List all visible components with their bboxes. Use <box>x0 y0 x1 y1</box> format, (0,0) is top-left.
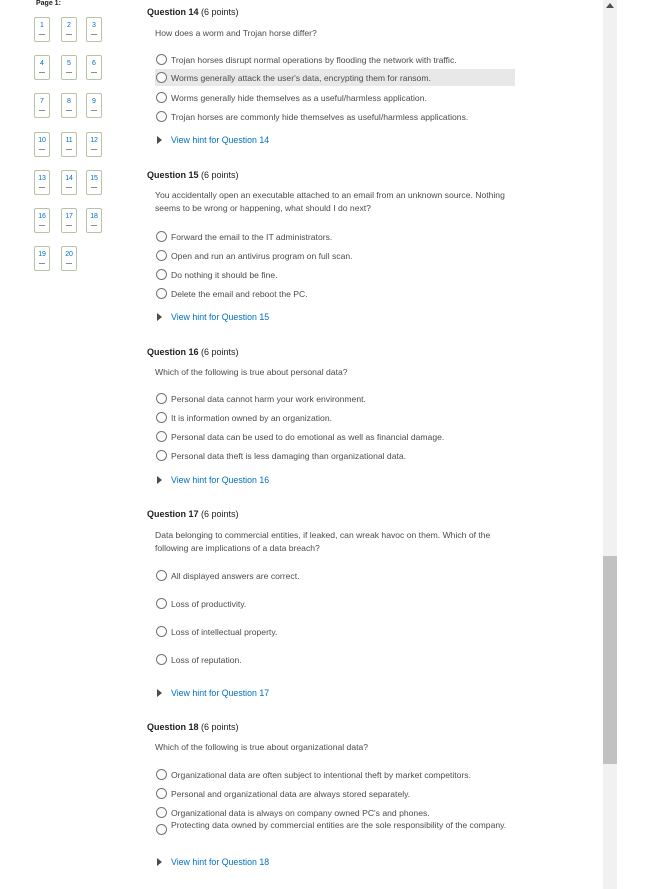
answer-option[interactable]: Loss of productivity. <box>155 595 515 612</box>
question-text: Data belonging to commercial entities, if leaked, can wreak havoc on them. Which of the following are implications of a data breach? <box>155 530 491 553</box>
nav-tile-3[interactable]: 3 <box>86 17 102 42</box>
radio-button[interactable] <box>156 393 167 404</box>
nav-tile-10[interactable]: 10 <box>34 132 50 157</box>
radio-button[interactable] <box>156 111 167 122</box>
answer-option[interactable]: Forward the email to the IT administrators. <box>155 228 515 245</box>
radio-button[interactable] <box>156 788 167 799</box>
view-hint-link[interactable]: View hint for Question 18 <box>157 857 269 867</box>
view-hint-link[interactable]: View hint for Question 14 <box>157 135 269 145</box>
radio-button[interactable] <box>156 654 167 665</box>
question-18 <box>147 722 522 867</box>
question-title: Question 18 (6 points) <box>147 722 239 732</box>
answer-option[interactable]: Organizational data are often subject to intentional theft by market competitors. <box>155 766 515 783</box>
question-text: You accidentally open an executable attached to an email from an unknown source. Nothing seems to be wrong or happening, what should I do next? <box>155 190 505 213</box>
nav-tile-6[interactable]: 6 <box>86 55 102 80</box>
page-label: Page 1: <box>36 0 61 7</box>
question-text: Which of the following is true about personal data? <box>155 367 348 377</box>
radio-button[interactable] <box>156 231 167 242</box>
scrollbar-thumb[interactable] <box>603 556 617 764</box>
view-hint-link[interactable]: View hint for Question 17 <box>157 688 269 698</box>
nav-tile-19[interactable]: 19 <box>34 246 50 271</box>
nav-tile-2[interactable]: 2 <box>61 17 77 42</box>
nav-tile-7[interactable]: 7 <box>34 93 50 118</box>
answer-option[interactable]: Protecting data owned by commercial entities are the sole responsibility of the company. <box>155 820 515 846</box>
radio-button[interactable] <box>156 54 167 65</box>
radio-button[interactable] <box>156 598 167 609</box>
question-title: Question 17 (6 points) <box>147 509 239 519</box>
nav-tile-17[interactable]: 17 <box>61 208 77 233</box>
answer-option[interactable]: Personal and organizational data are always stored separately. <box>155 785 515 802</box>
radio-button[interactable] <box>156 626 167 637</box>
answer-option[interactable]: Loss of reputation. <box>155 651 515 668</box>
question-title: Question 14 (6 points) <box>147 7 239 17</box>
radio-button[interactable] <box>156 824 167 835</box>
radio-button[interactable] <box>156 250 167 261</box>
question-17 <box>147 509 522 698</box>
nav-tile-15[interactable]: 15 <box>86 170 102 195</box>
answer-option[interactable]: Delete the email and reboot the PC. <box>155 285 515 302</box>
answer-option[interactable]: It is information owned by an organization. <box>155 409 515 426</box>
question-14 <box>147 7 522 145</box>
answer-option[interactable]: Organizational data is always on company owned PC's and phones. <box>155 804 515 821</box>
radio-button[interactable] <box>156 450 167 461</box>
nav-tile-11[interactable]: 11 <box>61 132 77 157</box>
nav-tile-14[interactable]: 14 <box>61 170 77 195</box>
view-hint-link[interactable]: View hint for Question 15 <box>157 312 269 322</box>
answer-option[interactable]: Worms generally hide themselves as a useful/harmless application. <box>155 89 515 106</box>
answer-option[interactable]: Personal data cannot harm your work environment. <box>155 390 515 407</box>
radio-button[interactable] <box>156 288 167 299</box>
radio-button[interactable] <box>156 412 167 423</box>
nav-tile-12[interactable]: 12 <box>86 132 102 157</box>
answer-option[interactable]: Worms generally attack the user's data, encrypting them for ransom. <box>155 69 515 86</box>
nav-tile-13[interactable]: 13 <box>34 170 50 195</box>
radio-button[interactable] <box>156 769 167 780</box>
answer-option[interactable]: Open and run an antivirus program on full scan. <box>155 247 515 264</box>
nav-tile-20[interactable]: 20 <box>61 246 77 271</box>
answer-option[interactable]: Do nothing it should be fine. <box>155 266 515 283</box>
view-hint-link[interactable]: View hint for Question 16 <box>157 475 269 485</box>
expand-triangle-icon <box>157 136 162 144</box>
expand-triangle-icon <box>157 313 162 321</box>
question-16 <box>147 347 522 485</box>
question-title: Question 16 (6 points) <box>147 347 239 357</box>
nav-tile-9[interactable]: 9 <box>86 93 102 118</box>
nav-tile-5[interactable]: 5 <box>61 55 77 80</box>
radio-button[interactable] <box>156 431 167 442</box>
radio-button[interactable] <box>156 570 167 581</box>
scroll-up-arrow-icon[interactable] <box>606 3 614 8</box>
question-text: Which of the following is true about organizational data? <box>155 742 369 752</box>
radio-button[interactable] <box>156 92 167 103</box>
answer-option[interactable]: Loss of intellectual property. <box>155 623 515 640</box>
radio-button[interactable] <box>156 807 167 818</box>
radio-button[interactable] <box>156 72 167 83</box>
expand-triangle-icon <box>157 476 162 484</box>
nav-tile-4[interactable]: 4 <box>34 55 50 80</box>
nav-tile-18[interactable]: 18 <box>86 208 102 233</box>
answer-option[interactable]: Personal data can be used to do emotional as well as financial damage. <box>155 428 515 445</box>
answer-option[interactable]: All displayed answers are correct. <box>155 567 515 584</box>
question-15 <box>147 170 522 322</box>
expand-triangle-icon <box>157 689 162 697</box>
expand-triangle-icon <box>157 858 162 866</box>
question-title: Question 15 (6 points) <box>147 170 239 180</box>
nav-tile-1[interactable]: 1 <box>34 17 50 42</box>
answer-option[interactable]: Trojan horses are commonly hide themselves as useful/harmless applications. <box>155 108 515 125</box>
nav-tile-16[interactable]: 16 <box>34 208 50 233</box>
radio-button[interactable] <box>156 269 167 280</box>
answer-option[interactable]: Personal data theft is less damaging than organizational data. <box>155 447 515 464</box>
nav-tile-8[interactable]: 8 <box>61 93 77 118</box>
question-text: How does a worm and Trojan horse differ? <box>155 28 317 38</box>
answer-option[interactable]: Trojan horses disrupt normal operations by flooding the network with traffic. <box>155 51 515 68</box>
